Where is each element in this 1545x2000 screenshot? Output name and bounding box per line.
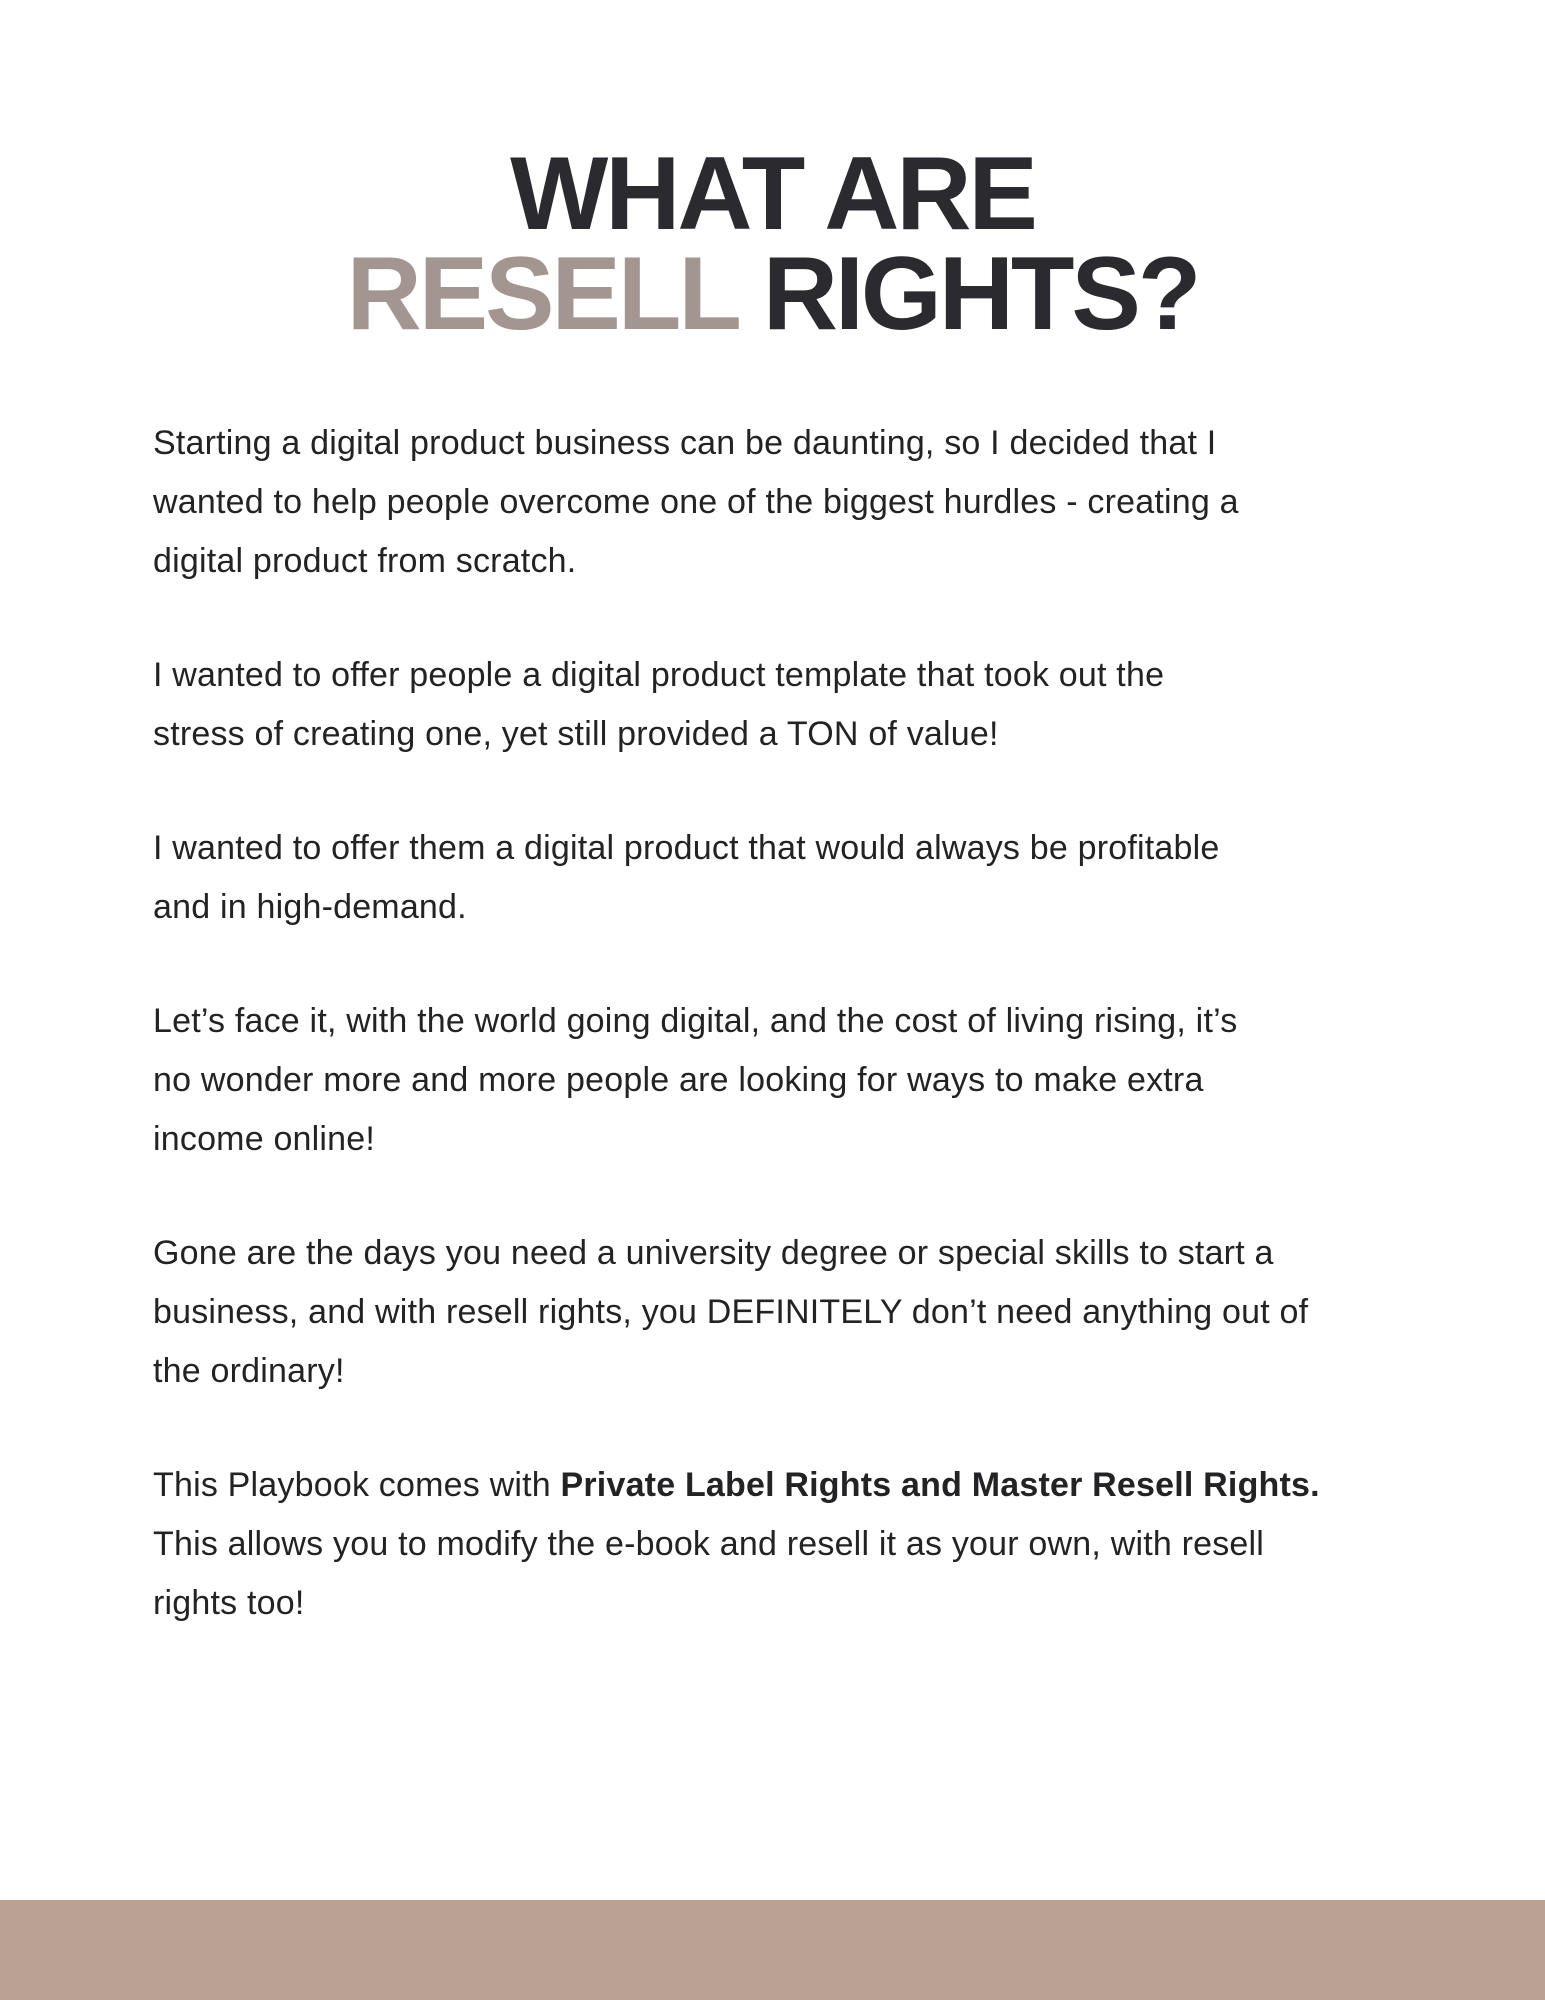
body-line: stress of creating one, yet still provided a TON of value!	[153, 715, 999, 753]
body-line: income online!	[153, 1120, 376, 1158]
body-line: rights too!	[153, 1584, 305, 1622]
body-line: Starting a digital product business can be daunting, so I decided that I	[153, 424, 1217, 462]
body-line: Let’s face it, with the world going digital, and the cost of living rising, it’s	[153, 1002, 1238, 1040]
paragraph	[153, 1224, 1485, 1401]
paragraph	[153, 646, 1485, 764]
body-line: Gone are the days you need a university degree or special skills to start a	[153, 1234, 1274, 1272]
body-line: I wanted to offer people a digital product template that took out the	[153, 656, 1165, 694]
paragraph	[153, 992, 1485, 1169]
text-segment: This Playbook comes with	[153, 1466, 561, 1504]
paragraph	[153, 414, 1485, 591]
page-title-line-1	[0, 136, 1545, 252]
page-title-line-2	[0, 236, 1545, 352]
title-segment: RIGHTS?	[737, 236, 1199, 352]
page-title	[0, 136, 1545, 352]
body-line: and in high-demand.	[153, 888, 467, 926]
body-line	[153, 1456, 1485, 1515]
body-line: no wonder more and more people are looking for ways to make extra	[153, 1061, 1204, 1099]
title-segment: RESELL	[346, 236, 738, 352]
body-line: wanted to help people overcome one of the biggest hurdles - creating a	[153, 483, 1239, 521]
bold-text-segment: Private Label Rights and Master Resell Rights.	[560, 1466, 1320, 1504]
title-segment: WHAT ARE	[510, 136, 1035, 252]
paragraph	[153, 1456, 1485, 1633]
body-line: digital product from scratch.	[153, 542, 577, 580]
body-line: business, and with resell rights, you DEFINITELY don’t need anything out of	[153, 1293, 1309, 1331]
body-text	[153, 414, 1485, 1688]
paragraph	[153, 819, 1485, 937]
body-line: This allows you to modify the e-book and resell it as your own, with resell	[153, 1525, 1265, 1563]
footer-accent-bar	[0, 1900, 1545, 2000]
body-line: the ordinary!	[153, 1352, 345, 1390]
body-line: I wanted to offer them a digital product that would always be profitable	[153, 829, 1220, 867]
